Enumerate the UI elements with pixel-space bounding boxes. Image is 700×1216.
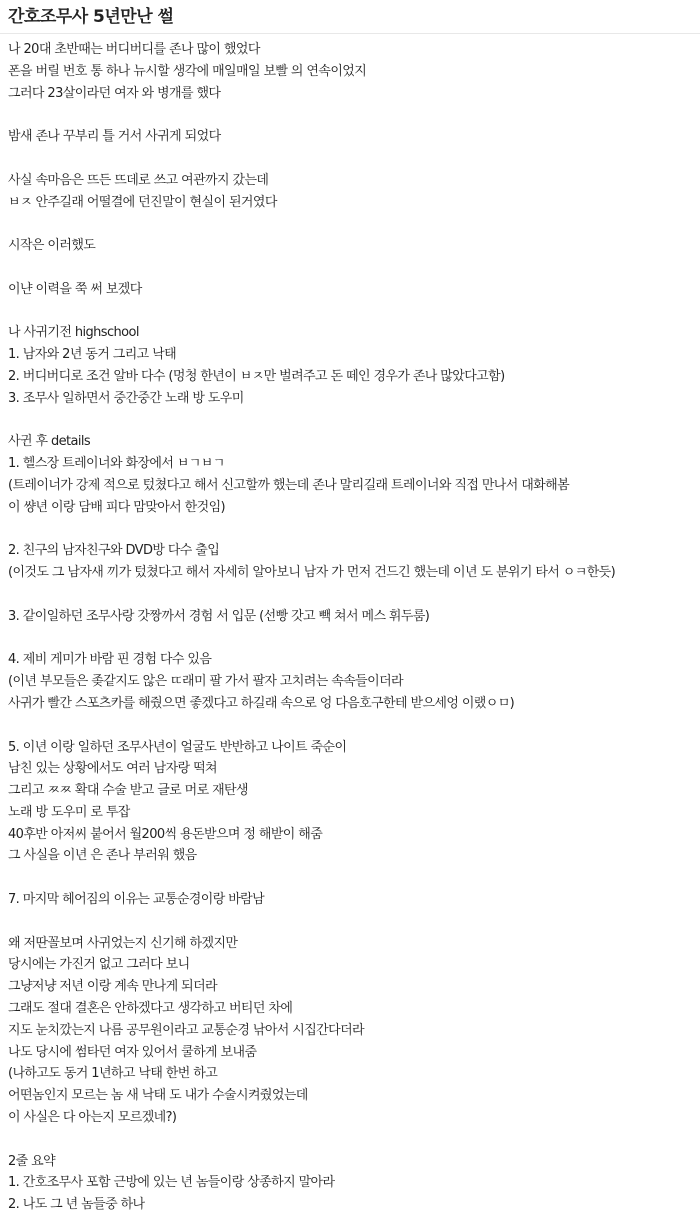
paragraph-gap bbox=[8, 715, 698, 737]
paragraph bbox=[8, 606, 698, 628]
text-line: 밤새 존나 꾸부리 틀 거서 사귀게 되었다 bbox=[8, 129, 221, 145]
paragraph-gap bbox=[8, 301, 698, 323]
paragraph bbox=[8, 649, 698, 714]
paragraph bbox=[8, 889, 698, 911]
text-line: 남친 있는 상황에서도 여러 남자랑 떡쳐 bbox=[8, 761, 217, 777]
paragraph-gap bbox=[8, 1129, 698, 1151]
text-line: 1. 간호조무사 포함 근방에 있는 년 놈들이랑 상종하지 말아라 bbox=[8, 1175, 335, 1191]
paragraph bbox=[8, 235, 698, 257]
paragraph bbox=[8, 431, 698, 518]
text-line: 사귀가 빨간 스포츠카를 해줬으면 좋겠다고 하길래 속으로 엉 다음호구한테 받으세엉 이랬ㅇㅁ) bbox=[8, 695, 515, 711]
paragraph-gap bbox=[8, 867, 698, 889]
paragraph-gap bbox=[8, 911, 698, 933]
text-line: 노래 방 도우미 로 투잡 bbox=[8, 804, 130, 820]
text-line: 40후반 아저씨 붙어서 월200씩 용돈받으며 정 해받이 해줌 bbox=[8, 826, 323, 842]
text-line: 3. 조무사 일하면서 중간중간 노래 방 도우미 bbox=[8, 390, 244, 406]
paragraph bbox=[8, 126, 698, 148]
title-divider bbox=[0, 33, 700, 34]
paragraph-gap bbox=[8, 104, 698, 126]
paragraph bbox=[8, 1151, 698, 1216]
text-line: 1. 남자와 2년 동거 그리고 낙태 bbox=[8, 347, 177, 363]
paragraph-gap bbox=[8, 148, 698, 170]
paragraph bbox=[8, 170, 698, 214]
text-line: 3. 같이일하던 조무사랑 갓짱까서 경험 서 입문 (선빵 갓고 빽 쳐서 메스 휘두룸) bbox=[8, 608, 430, 624]
paragraph bbox=[8, 322, 698, 409]
text-line: 2. 친구의 남자친구와 DVD방 다수 출입 bbox=[8, 543, 220, 559]
text-line: 나 20대 초반때는 버디버디를 존나 많이 했었다 bbox=[8, 42, 260, 57]
text-line: 2. 나도 그 년 놈들중 하나 bbox=[8, 1197, 145, 1213]
text-line: 사귄 후 details bbox=[8, 434, 91, 450]
paragraph-gap bbox=[8, 410, 698, 432]
text-line: 시작은 이러했도 bbox=[8, 238, 96, 254]
text-line: 이냔 이력을 쭉 써 보겠다 bbox=[8, 281, 142, 297]
paragraph bbox=[8, 39, 698, 104]
paragraph-gap bbox=[8, 519, 698, 541]
text-line: 나 사귀기전 highschool bbox=[8, 325, 139, 341]
text-line: 2. 버디버디로 조건 알바 다수 (멍청 한년이 ㅂㅈ만 벌려주고 돈 떼인 경우가 존나 많았다고함) bbox=[8, 368, 505, 384]
text-line: 당시에는 가진거 없고 그러다 보니 bbox=[8, 957, 190, 973]
paragraph-gap bbox=[8, 628, 698, 650]
text-line: 7. 마지막 헤어짐의 이유는 교통순경이랑 바람남 bbox=[8, 892, 265, 908]
text-line: 이 사실은 다 아는지 모르겠네?) bbox=[8, 1110, 177, 1126]
paragraph bbox=[8, 540, 698, 584]
post-title: 간호조무사 5년만난 썰 bbox=[8, 7, 174, 27]
paragraph bbox=[8, 279, 698, 301]
text-line: 5. 이년 이랑 일하던 조무사년이 얼굴도 반반하고 나이트 죽순이 bbox=[8, 739, 347, 755]
text-line: 2줄 요약 bbox=[8, 1153, 56, 1169]
text-line: (이년 부모들은 좆같지도 않은 ㄸ래미 팔 가서 팔자 고치려는 속속들이더라 bbox=[8, 674, 404, 690]
text-line: 어떤놈인지 모르는 놈 새 낙태 도 내가 수술시켜줬었는데 bbox=[8, 1088, 308, 1104]
text-line: 4. 제비 게미가 바람 핀 경험 다수 있음 bbox=[8, 652, 212, 668]
text-line: ㅂㅈ 안주길래 어떨결에 던진말이 현실이 된거였다 bbox=[8, 194, 277, 210]
text-line: 그냥저냥 저년 이랑 계속 만나게 되더라 bbox=[8, 979, 217, 995]
text-line: 그 사실을 이년 은 존나 부러워 했음 bbox=[8, 848, 197, 864]
post-body bbox=[8, 39, 698, 1216]
text-line: 사실 속마음은 뜨든 뜨데로 쓰고 여관까지 갔는데 bbox=[8, 172, 269, 188]
text-line: 1. 헬스장 트레이너와 화장에서 ㅂㄱㅂㄱ bbox=[8, 456, 225, 472]
text-line: 그래도 절대 결혼은 안하겠다고 생각하고 버티던 차에 bbox=[8, 1001, 293, 1017]
text-line: 나도 당시에 썸타던 여자 있어서 쿨하게 보내줌 bbox=[8, 1044, 257, 1060]
text-line: 이 썅년 이랑 담배 피다 맘맞아서 한것임) bbox=[8, 499, 225, 515]
paragraph-gap bbox=[8, 584, 698, 606]
paragraph-gap bbox=[8, 213, 698, 235]
paragraph-gap bbox=[8, 257, 698, 279]
text-line: 지도 눈치깠는지 나름 공무원이라고 교통순경 낚아서 시집간다더라 bbox=[8, 1022, 365, 1038]
text-line: (나하고도 동거 1년하고 낙태 한번 하고 bbox=[8, 1066, 218, 1082]
text-line: 그러다 23살이라던 여자 와 병개를 했다 bbox=[8, 85, 221, 101]
text-line: (이것도 그 남자새 끼가 텄쳤다고 해서 자세히 알아보니 남자 가 먼저 건드긴 했는데 이년 도 분위기 타서 ㅇㅋ한듯) bbox=[8, 565, 616, 581]
text-line: 왜 저딴꼴보며 사귀었는지 신기해 하겠지만 bbox=[8, 935, 238, 951]
text-line: (트레이너가 강제 적으로 텄쳤다고 해서 신고할까 했는데 존나 말리길래 트레이너와 직접 만나서 대화해봄 bbox=[8, 477, 570, 493]
paragraph bbox=[8, 737, 698, 868]
text-line: 그리고 ㅉㅉ 확대 수술 받고 글로 머로 재탄생 bbox=[8, 783, 248, 799]
paragraph bbox=[8, 933, 698, 1129]
text-line: 폰을 버릴 번호 통 하나 뉴시할 생각에 매일매일 보빨 의 연속이었지 bbox=[8, 63, 367, 79]
